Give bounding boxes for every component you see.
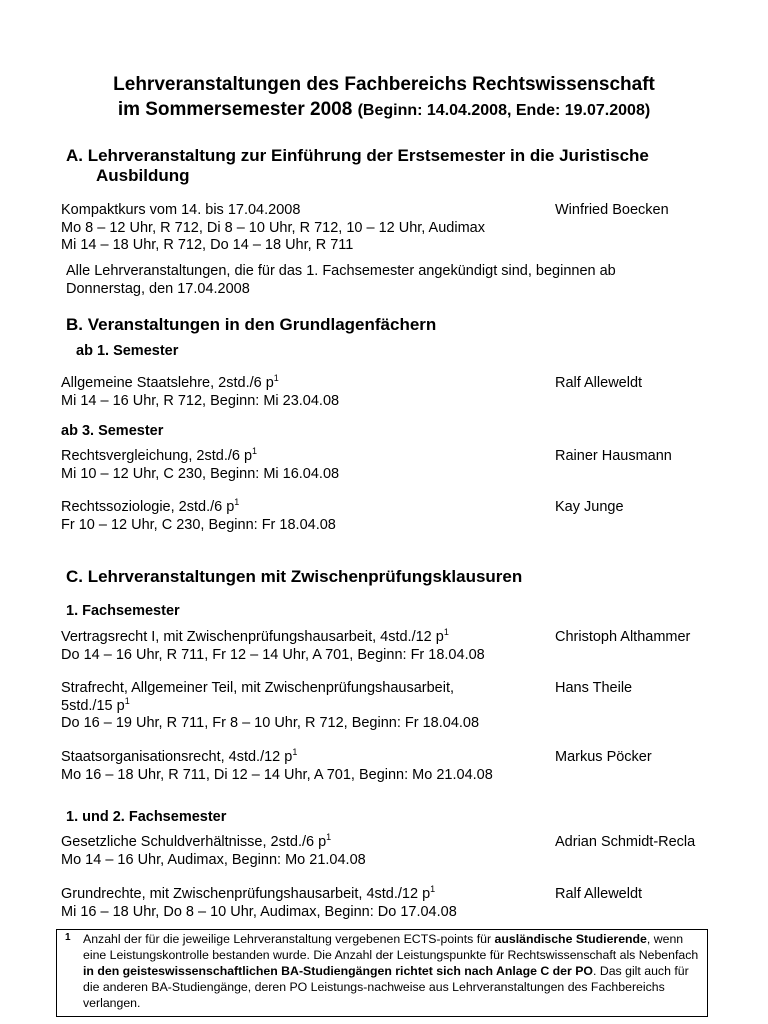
course-time: Do 16 – 19 Uhr, R 711, Fr 8 – 10 Uhr, R 712, Beginn: Fr 18.04.08 xyxy=(61,715,480,731)
lecturer-name: Adrian Schmidt-Recla xyxy=(555,834,696,850)
course-time: Mo 16 – 18 Uhr, R 711, Di 12 – 14 Uhr, A 701, Beginn: Mo 21.04.08 xyxy=(61,766,493,783)
course-title: Allgemeine Staatslehre, 2std./6 $p^1$ xyxy=(61,373,279,391)
course-time: Mi 14 – 16 Uhr, R 712, Beginn: Mi 23.04.08 xyxy=(61,392,340,409)
document-title xyxy=(0,74,768,96)
course-title: Strafrecht, Allgemeiner Teil, mit Zwischenprüfungshausarbeit, xyxy=(61,680,455,696)
section-b-heading: B. Veranstaltungen in den Grundlagenfächern xyxy=(66,315,437,334)
course-title-cont: 5std./15 $p^1$ xyxy=(61,695,130,714)
title-line1: Lehrveranstaltungen des Fachbereichs Rechtswissenschaft xyxy=(113,74,655,95)
lecturer-name: Kay Junge xyxy=(555,499,624,515)
course-title: Kompaktkurs vom 14. bis 17.04.2008 xyxy=(61,202,301,218)
course-title: Vertragsrecht I, mit Zwischenprüfungshausarbeit, 4std./12 $p^1$ xyxy=(61,627,449,645)
course-entry xyxy=(61,749,493,784)
course-entry xyxy=(61,499,336,534)
course-entry xyxy=(61,680,479,733)
subheading-semester-3: ab 3. Semester xyxy=(61,423,164,439)
course-title: Grundrechte, mit Zwischenprüfungshausarbeit, 4std./12 $p^1$ xyxy=(61,884,436,902)
lecturer-name: Rainer Hausmann xyxy=(555,448,672,464)
lecturer-name: Markus Pöcker xyxy=(555,749,652,765)
course-title: Staatsorganisationsrecht, 4std./12 $p^1$ xyxy=(61,747,298,765)
lecturer-name: Christoph Althammer xyxy=(555,629,691,645)
subheading-fachsemester-1: 1. Fachsemester xyxy=(66,603,180,619)
course-entry xyxy=(61,375,339,410)
course-title: Rechtsvergleichung, 2std./6 $p^1$ xyxy=(61,446,258,464)
course-title: Rechtssoziologie, 2std./6 $p^1$ xyxy=(61,497,240,515)
subheading-fachsemester-1-2: 1. und 2. Fachsemester xyxy=(66,809,227,825)
course-time: Fr 10 – 12 Uhr, C 230, Beginn: Fr 18.04.08 xyxy=(61,516,336,533)
section-a-heading-cont: Ausbildung xyxy=(96,166,190,185)
lecturer-name: Winfried Boecken xyxy=(555,202,669,218)
footnote-marker: 1 xyxy=(65,932,71,943)
footnote-box xyxy=(56,929,708,1017)
course-entry xyxy=(61,834,366,869)
lecturer-name: Ralf Alleweldt xyxy=(555,886,643,902)
course-title: Gesetzliche Schuldverhältnisse, 2std./6 $p^1$ xyxy=(61,832,332,850)
course-time: Mo 14 – 16 Uhr, Audimax, Beginn: Mo 21.04.08 xyxy=(61,851,366,868)
subheading-semester-1: ab 1. Semester xyxy=(76,343,179,359)
course-entry xyxy=(61,629,485,664)
lecturer-name: Ralf Alleweldt xyxy=(555,375,643,391)
course-time: Mi 10 – 12 Uhr, C 230, Beginn: Mi 16.04.08 xyxy=(61,465,340,482)
kompaktkurs-entry xyxy=(61,202,485,255)
lecturer-name: Hans Theile xyxy=(555,680,633,696)
course-entry xyxy=(61,886,457,921)
course-time: Mi 16 – 18 Uhr, Do 8 – 10 Uhr, Audimax, Beginn: Do 17.04.08 xyxy=(61,903,457,920)
note-line: Alle Lehrveranstaltungen, die für das 1. Fachsemester angekündigt sind, beginnen ab xyxy=(66,263,616,279)
note-line: Donnerstag, den 17.04.2008 xyxy=(66,280,250,297)
course-time: Mo 8 – 12 Uhr, R 712, Di 8 – 10 Uhr, R 712, 10 – 12 Uhr, Audimax xyxy=(61,219,485,236)
first-semester-note xyxy=(66,263,616,298)
title-line2: im Sommersemester 2008 xyxy=(117,99,353,120)
course-time: Do 14 – 16 Uhr, R 711, Fr 12 – 14 Uhr, A 701, Beginn: Fr 18.04.08 xyxy=(61,646,485,663)
semester-dates: (Beginn: 14.04.2008, Ende: 19.07.2008) xyxy=(357,102,651,119)
course-entry xyxy=(61,448,339,483)
section-c-heading: C. Lehrveranstaltungen mit Zwischenprüfungsklausuren xyxy=(66,567,523,586)
section-a-heading: A. Lehrveranstaltung zur Einführung der Erstsemester in die Juristische xyxy=(66,146,649,165)
footnote-text: Anzahl der für die jeweilige Lehrveranstaltung vergebenen ECTS-points für ausländische Studierende, wenn eine Leistungskontrolle bestanden wurde. Die Anzahl der Leistungspunkte für Rechtswissenschaft als Nebenfach in den geisteswissenschaftlichen BA-Studiengängen richtet sich nach Anlage C der PO. Das gilt auch für die anderen BA-Studiengänge, deren PO Leistungs-nachweise aus Lehrveranstaltungen des Fachbereichs verlangen. xyxy=(83,932,699,1010)
document-subtitle xyxy=(0,99,768,121)
course-time: Mi 14 – 18 Uhr, R 712, Do 14 – 18 Uhr, R 711 xyxy=(61,237,354,253)
